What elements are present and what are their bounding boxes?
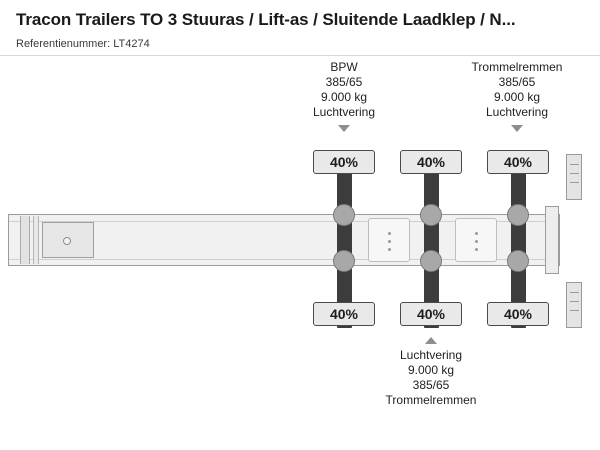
tyre-top-axle-2[interactable]: 40% <box>400 150 462 174</box>
axle-label-line: Luchtvering <box>399 348 463 362</box>
rear-frame-bar <box>545 206 559 274</box>
caret-down-icon-right <box>511 125 523 132</box>
rear-block-notch <box>570 301 579 302</box>
rear-block-notch <box>570 292 579 293</box>
tyre-bottom-axle-3[interactable]: 40% <box>487 302 549 326</box>
suspension-dot <box>388 240 391 243</box>
axle-label-bottom <box>351 348 511 408</box>
hub-axle-3-bottom <box>507 250 529 272</box>
axle-label-line: 9.000 kg <box>407 363 455 377</box>
axle-label-line: 385/65 <box>325 75 363 89</box>
reference-number: Referentienummer: LT4274 <box>16 38 150 50</box>
rear-block-top <box>566 154 582 200</box>
suspension-dot <box>475 248 478 251</box>
suspension-detail-1 <box>368 218 410 262</box>
trailer-diagram <box>0 56 600 450</box>
rear-block-notch <box>570 182 579 183</box>
rear-block-notch <box>570 310 579 311</box>
suspension-dot <box>475 232 478 235</box>
page-title: Tracon Trailers TO 3 Stuuras / Lift-as / Sluitende Laadklep / N... <box>16 10 516 29</box>
axle-label-top-left <box>264 60 424 120</box>
axle-label-line: 385/65 <box>498 75 536 89</box>
suspension-detail-2 <box>455 218 497 262</box>
axle-label-line: 9.000 kg <box>493 90 541 104</box>
axle-label-line: 385/65 <box>412 378 450 392</box>
kingpin-plate-left <box>20 216 30 264</box>
hub-axle-3-top <box>507 204 529 226</box>
hub-axle-1-top <box>333 204 355 226</box>
caret-up-icon <box>425 337 437 344</box>
suspension-dot <box>388 248 391 251</box>
hub-axle-2-bottom <box>420 250 442 272</box>
hub-axle-1-bottom <box>333 250 355 272</box>
kingpin-circle-icon <box>63 237 71 245</box>
tyre-top-axle-1[interactable]: 40% <box>313 150 375 174</box>
axle-label-line: Trommelremmen <box>385 393 477 407</box>
rear-block-notch <box>570 164 579 165</box>
axle-label-line: BPW <box>330 60 358 74</box>
tyre-bottom-axle-1[interactable]: 40% <box>313 302 375 326</box>
axle-label-line: Trommelremmen <box>471 60 563 74</box>
axle-label-top-right <box>437 60 597 120</box>
suspension-dot <box>388 232 391 235</box>
tyre-top-axle-3[interactable]: 40% <box>487 150 549 174</box>
rear-block-bottom <box>566 282 582 328</box>
tyre-bottom-axle-2[interactable]: 40% <box>400 302 462 326</box>
kingpin-plate-right <box>33 216 39 264</box>
page-header <box>0 0 600 56</box>
axle-label-line: Luchtvering <box>485 105 549 119</box>
suspension-dot <box>475 240 478 243</box>
caret-down-icon-left <box>338 125 350 132</box>
rear-block-notch <box>570 173 579 174</box>
axle-label-line: Luchtvering <box>312 105 376 119</box>
axle-label-line: 9.000 kg <box>320 90 368 104</box>
hub-axle-2-top <box>420 204 442 226</box>
